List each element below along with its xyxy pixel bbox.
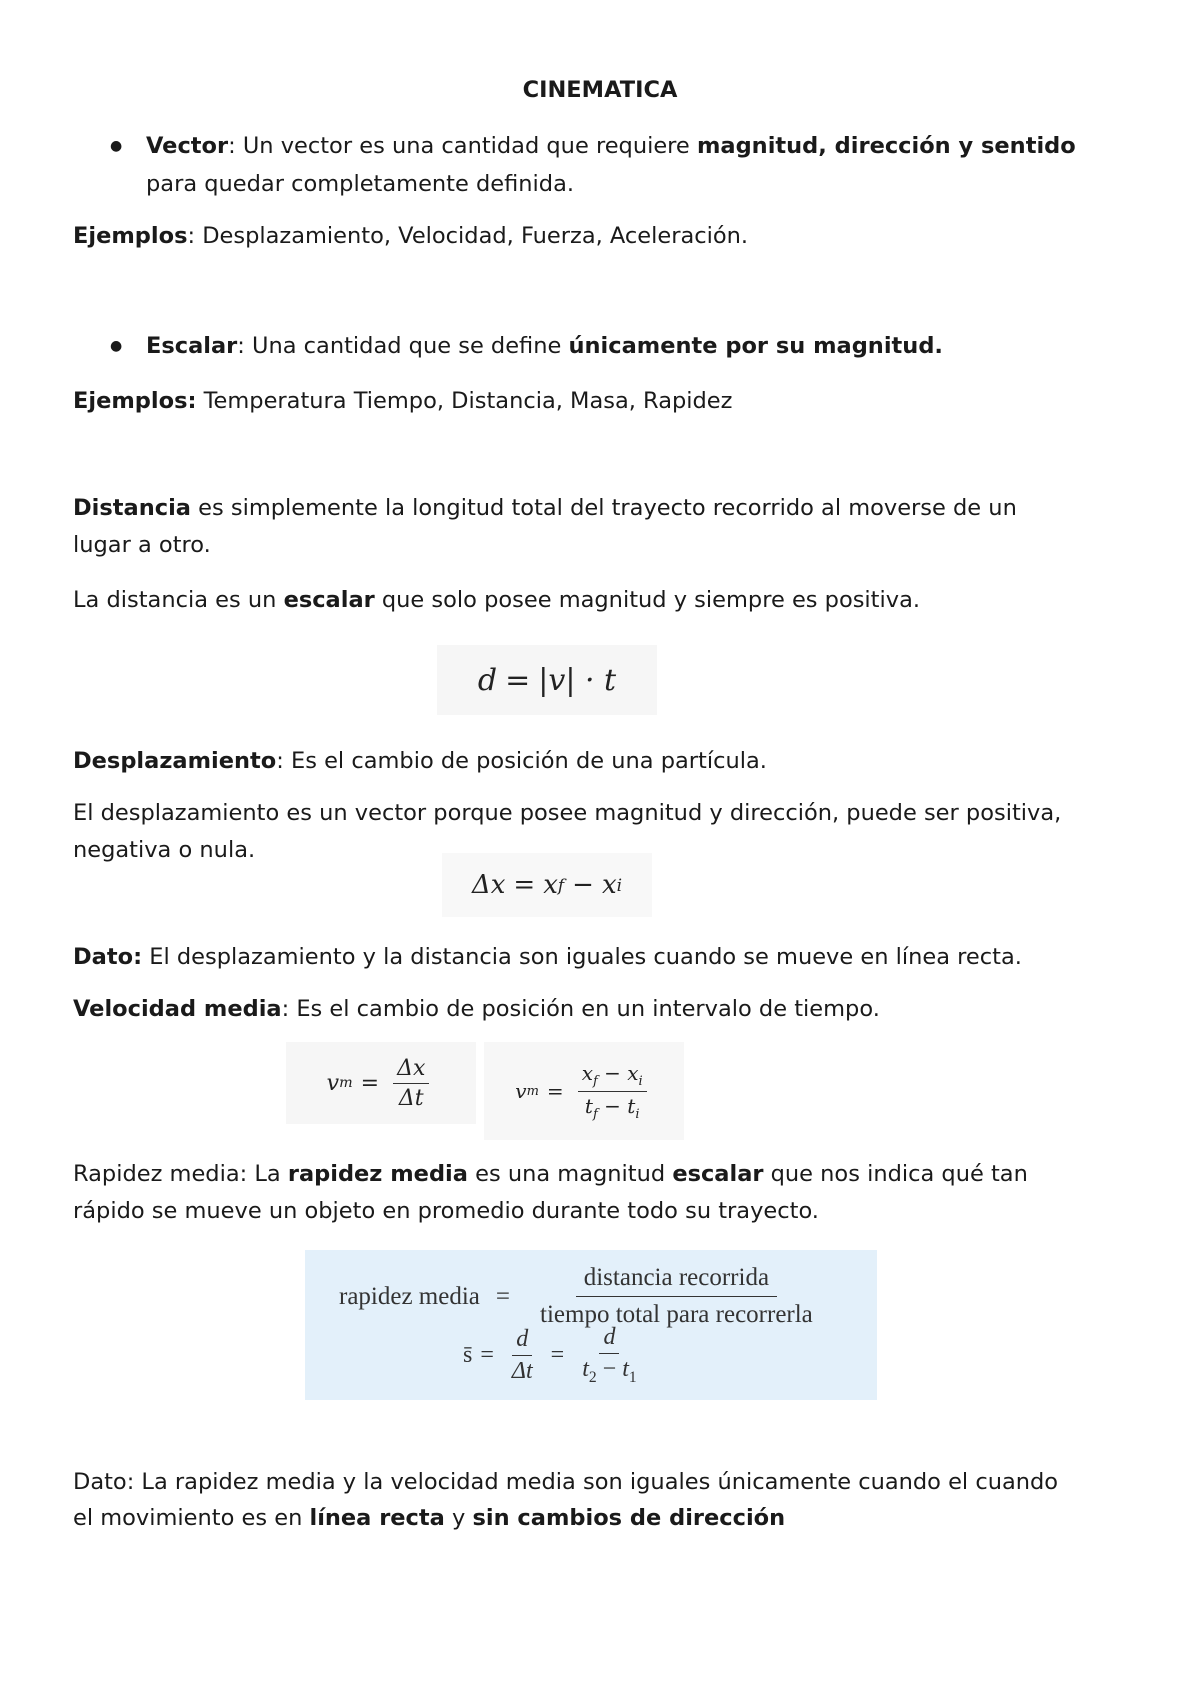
vector-definition <box>146 128 1200 164</box>
dato-text: el movimiento es en <box>73 1505 310 1531</box>
eq-sub: f <box>592 1073 598 1089</box>
escalar-term: Escalar <box>146 333 238 359</box>
eq-op: = <box>513 870 536 900</box>
eq-sub: m <box>526 1083 539 1099</box>
eq-lhs: Δx <box>471 870 506 900</box>
eq-sub: m <box>339 1075 353 1091</box>
dato-bold: línea recta <box>309 1505 445 1531</box>
eq-denominator: Δt <box>398 1085 424 1111</box>
eq-fraction <box>393 1056 429 1111</box>
eq-rhs: x <box>543 870 558 900</box>
dato-label: Dato: <box>73 944 143 970</box>
distancia-line2b: escalar <box>283 587 375 613</box>
eq-sub: i <box>638 1073 643 1089</box>
distancia-text: es simplemente la longitud total del trayecto recorrido al moverse de un <box>190 495 1017 521</box>
rapidez-symbol-equation <box>463 1324 647 1387</box>
eq-var: t <box>627 1093 636 1118</box>
eq-op: = <box>495 1282 511 1310</box>
eq-sub: f <box>592 1106 598 1122</box>
eq-numerator: Δx <box>393 1056 429 1084</box>
page-title: CINEMATICA <box>522 77 678 103</box>
eq-sub: i <box>635 1106 640 1122</box>
eq-op: − <box>572 870 594 900</box>
eq-op: = <box>505 662 531 698</box>
rapidez-text: Rapidez media: La <box>73 1161 288 1187</box>
distancia-line2c: que solo posee magnitud y siempre es positiva. <box>374 587 921 613</box>
eq-op: = <box>546 1079 564 1103</box>
dato-rapidez-cont <box>73 1500 1143 1536</box>
eq-numerator: d <box>512 1326 532 1356</box>
examples-label: Ejemplos <box>73 223 188 249</box>
escalar-examples <box>73 383 1143 419</box>
eq-op: = <box>550 1341 565 1368</box>
rapidez-text: que nos indica qué tan <box>763 1161 1028 1187</box>
rapidez-text: es una magnitud <box>467 1161 673 1187</box>
dato-text: y <box>444 1505 473 1531</box>
dato-text: El desplazamiento y la distancia son iguales cuando se mueve en línea recta. <box>142 944 1022 970</box>
rapidez-definition <box>73 1156 1143 1192</box>
eq-sub: i <box>616 875 623 895</box>
eq-lhs: rapidez media <box>339 1282 480 1310</box>
equation-velocidad-media-1 <box>286 1042 476 1124</box>
eq-numerator: distancia recorrida <box>576 1264 777 1297</box>
vector-bold: magnitud, dirección y sentido <box>696 133 1076 159</box>
escalar-bold: únicamente por su magnitud. <box>568 333 943 359</box>
eq-fraction <box>578 1324 640 1387</box>
bullet-icon: ● <box>110 338 123 354</box>
examples-label: Ejemplos: <box>73 388 197 414</box>
desplazamiento-vector: El desplazamiento es un vector porque posee magnitud y dirección, puede ser positiva, <box>73 800 1062 826</box>
eq-lhs: v <box>326 1070 340 1096</box>
distancia-term: Distancia <box>73 495 191 521</box>
eq-op: − <box>602 1356 617 1382</box>
dato-rapidez: Dato: La rapidez media y la velocidad media son iguales únicamente cuando el cuando <box>73 1469 1059 1495</box>
equation-distancia <box>437 645 657 715</box>
eq-op: − <box>604 1093 621 1118</box>
bullet-icon: ● <box>110 138 123 154</box>
eq-op: = <box>360 1070 380 1096</box>
eq-rhs: x <box>601 870 617 900</box>
distancia-line2a: La distancia es un <box>73 587 284 613</box>
eq-var: x <box>627 1060 639 1085</box>
desplazamiento-definition <box>73 743 1143 779</box>
vector-text: : Un vector es una cantidad que requiere <box>228 133 697 159</box>
velocidad-definition <box>73 991 1143 1027</box>
eq-var: t <box>582 1356 589 1382</box>
velocidad-term: Velocidad media <box>73 996 282 1022</box>
eq-denominator <box>578 1354 640 1387</box>
velocidad-text: : Es el cambio de posición en un intervalo de tiempo. <box>281 996 880 1022</box>
eq-sub: 1 <box>628 1368 637 1386</box>
vector-definition-cont: para quedar completamente definida. <box>146 171 575 197</box>
distancia-definition <box>73 490 1143 526</box>
eq-sub: f <box>557 875 565 895</box>
eq-denominator: Δt <box>511 1357 533 1384</box>
eq-denominator <box>581 1092 644 1122</box>
dato-bold: sin cambios de dirección <box>472 1505 786 1531</box>
desplazamiento-vector-cont: negativa o nula. <box>73 837 256 863</box>
equation-desplazamiento <box>442 853 652 917</box>
eq-var: t <box>584 1093 593 1118</box>
equation-rapidez-media <box>305 1250 877 1400</box>
rapidez-definition-cont: rápido se mueve un objeto en promedio durante todo su trayecto. <box>73 1198 819 1224</box>
examples-text: : Desplazamiento, Velocidad, Fuerza, Aceleración. <box>187 223 749 249</box>
distancia-escalar <box>73 582 1143 618</box>
eq-op: − <box>604 1060 621 1085</box>
eq-numerator: d <box>599 1324 619 1354</box>
eq-rhs: |v| · t <box>538 662 617 698</box>
eq-sub: 2 <box>588 1368 597 1386</box>
desplazamiento-term: Desplazamiento <box>73 748 277 774</box>
rapidez-bold: rapidez media <box>287 1161 468 1187</box>
desplazamiento-text: : Es el cambio de posición de una partícula. <box>276 748 767 774</box>
distancia-definition-cont: lugar a otro. <box>73 532 211 558</box>
rapidez-bold: escalar <box>672 1161 764 1187</box>
equation-velocidad-media-2 <box>484 1042 684 1140</box>
vector-term: Vector <box>146 133 229 159</box>
eq-lhs: v <box>515 1079 527 1103</box>
eq-fraction <box>578 1061 647 1122</box>
eq-op: = <box>480 1341 494 1368</box>
eq-lhs: s̄ <box>463 1341 473 1368</box>
eq-denominator: tiempo total para recorrerla <box>540 1301 813 1328</box>
eq-lhs: d <box>477 662 498 698</box>
eq-fraction <box>508 1326 537 1385</box>
vector-examples <box>73 218 1143 254</box>
eq-var: t <box>622 1356 629 1382</box>
rapidez-word-equation <box>339 1264 827 1329</box>
escalar-definition <box>146 328 1200 364</box>
eq-numerator <box>578 1061 647 1092</box>
escalar-text: : Una cantidad que se define <box>237 333 569 359</box>
examples-text: Temperatura Tiempo, Distancia, Masa, Rapidez <box>196 388 733 414</box>
dato-desplazamiento <box>73 939 1143 975</box>
eq-fraction <box>532 1264 821 1329</box>
eq-var: x <box>581 1060 593 1085</box>
